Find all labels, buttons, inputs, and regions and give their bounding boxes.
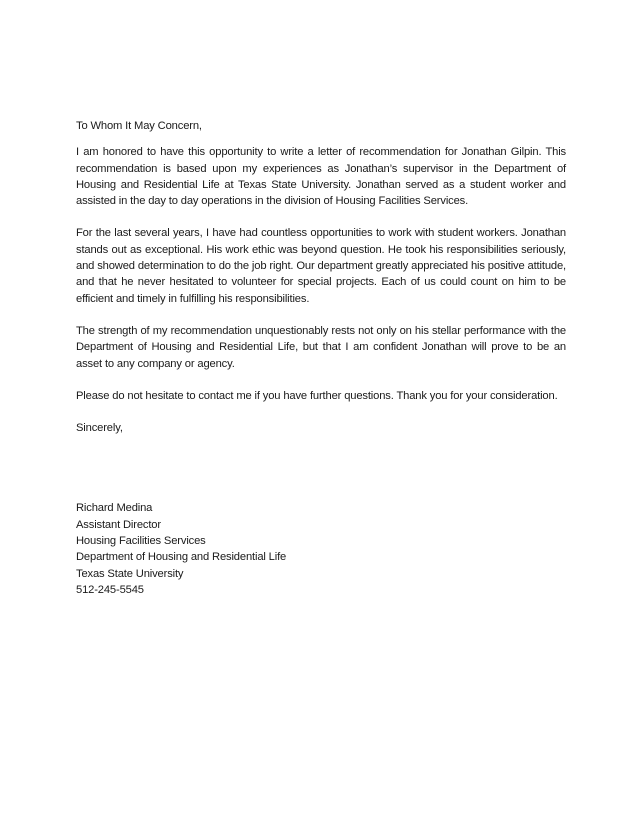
signer-title: Assistant Director	[76, 518, 161, 531]
salutation: To Whom It May Concern,	[76, 120, 202, 132]
paragraph-introduction: I am honored to have this opportunity to write a letter of recommendation for Jonathan Gilpin. This recommendation is based upon my experiences as Jonathan’s supervisor in the Department of Housing and Residential Life at Texas State University. Jonathan served as a student worker and assisted in the day to day operations in the division of Housing Facilities Services.	[76, 146, 566, 208]
paragraph-performance: For the last several years, I have had countless opportunities to work with student workers. Jonathan stands out as exceptional. His work ethic was beyond question. He took his responsibilities seriously, and showed determination to do the job right. Our department greatly appreciated his positive attitude, and that he never hesitated to volunteer for special projects. Each of us could count on him to be efficient and timely in fulfilling his responsibilities.	[76, 227, 566, 305]
signer-name: Richard Medina	[76, 502, 153, 515]
closing: Sincerely,	[76, 422, 123, 435]
paragraph-contact: Please do not hesitate to contact me if you have further questions. Thank you for your consideration.	[76, 389, 558, 402]
signer-department: Department of Housing and Residential Life	[76, 551, 287, 564]
signer-division: Housing Facilities Services	[76, 535, 206, 548]
signer-institution: Texas State University	[76, 567, 184, 580]
letter-body	[76, 118, 566, 598]
signature-block	[76, 500, 566, 598]
signature-space	[76, 436, 566, 500]
paragraph-recommendation: The strength of my recommendation unquestionably rests not only on his stellar performance with the Department of Housing and Residential Life, but that I am confident Jonathan will prove to be an asset to any company or agency.	[76, 324, 566, 370]
signer-phone: 512-245-5545	[76, 583, 144, 596]
